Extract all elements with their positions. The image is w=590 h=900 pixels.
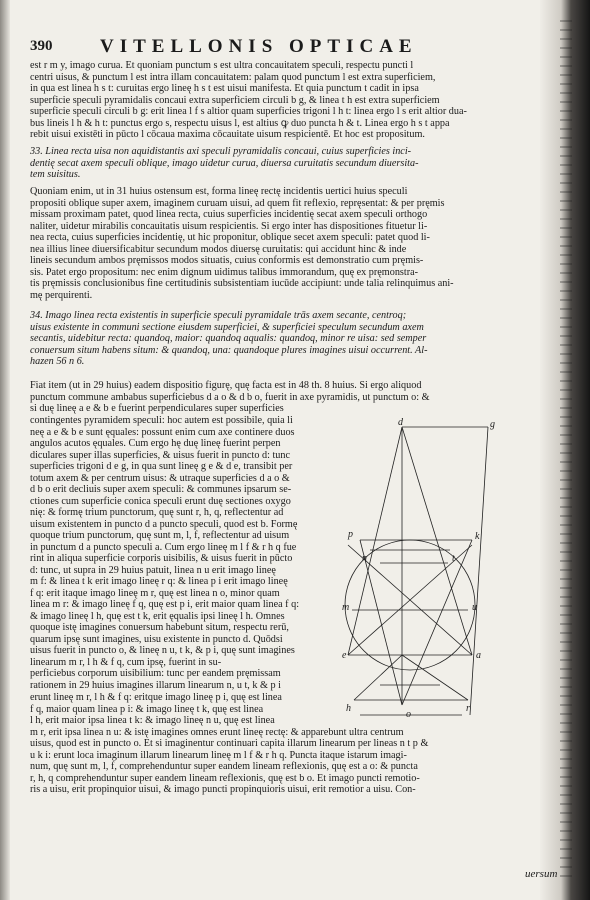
text-line: nię: & formę trium punctorum, quę sunt r, h, q, reflectentur ad — [30, 507, 284, 518]
text-line: quoque trium punctorum, quę sunt m, l, f, reflectentur ad uisum — [30, 530, 290, 541]
figure-label: u — [472, 602, 477, 613]
proposition-34 — [30, 310, 530, 368]
text-line: angulos acutos ęquales. Cum ergo hę duę lineę fuerint perpen — [30, 438, 281, 449]
text-line: uisus fuerit in puncto o, & lineę n u, t k, & p i, quę sunt imagines — [30, 645, 295, 656]
text-line: 33. Linea recta uisa non aquidistantis axi speculi pyramidalis concaui, cuius superficies inci- — [30, 146, 412, 157]
text-line: est r m y, imago curua. Et quoniam punctum s est ultra concauitatem speculi, respectu puncti l — [30, 60, 414, 71]
figure-label: k — [475, 531, 480, 542]
text-line: dentię secat axem speculi oblique, imago uidetur curua, diuersa curuitatis secundum diuersita- — [30, 157, 419, 169]
page-header — [30, 38, 545, 58]
text-line: ris a uisu, erit propinquior uisui, & imago puncti propinquioris uisui, erit remotior a uisu. Con- — [30, 784, 416, 795]
text-line: quoque istę imagines conuersum habebunt situm, respectu rerū, — [30, 622, 289, 633]
figure-label: p — [348, 529, 353, 540]
running-head: VITELLONIS OPTICAE — [100, 36, 418, 57]
text-line: superficies trigoni d e g, in qua sunt lineę g e & d e, transibit per — [30, 461, 293, 472]
figure-label: t — [452, 553, 455, 564]
figure-line — [470, 427, 488, 715]
text-line: erunt lineę m r, l h & f q: eritque imago lineę p i, quę est linea — [30, 692, 282, 703]
text-line: m r, erit ipsa linea n u: & istę imagines omnes erunt lineę rectę: & apparebunt ultra centrum — [30, 726, 404, 738]
text-line: uisum existentem in puncto d a puncto speculi, quod est b. Formę — [30, 518, 298, 530]
text-line: naliter, uidetur mirabilis concauitatis uisum respicientis. Si ergo inter has dispositiones fituetur li- — [30, 220, 428, 232]
text-line: uisus, quod est in puncto o. Et si imaginentur continuari capita illarum linearum per lineas n t p & — [30, 738, 429, 749]
text-line: nea illius linee diuersificabitur secundum modos diuersę curuitatis: qui accidunt hinc & inde — [30, 243, 407, 255]
text-line: rebit uisui existēti in pūcto l cōcaua maxima cōcauitate uisum respicientē. Et hoc est propositum. — [30, 129, 425, 140]
figure-label: e — [342, 650, 347, 661]
text-line: diculares super illas superficies, & uisus fuerit in puncto d: tunc — [30, 449, 291, 461]
text-line: r, h, q comprehenduntur super eandem lineam reflexionis, quę est b o. Et imago puncti remotio- — [30, 772, 420, 784]
figure-label: h — [346, 703, 351, 714]
text-line: linea m r: & imago lineę f q, quę est p i, erit maior quam linea f q: — [30, 599, 300, 610]
text-line: 34. Imago linea recta existentis in superficie speculi pyramidale trās axem secante, centroq; — [30, 310, 407, 321]
figure-line — [402, 540, 472, 705]
geometric-figure — [340, 415, 520, 740]
text-line: secantis, uidebitur recta: quandoq, maior: quandoq aqualis: quandoq, minor re uisa: sed semper — [30, 333, 427, 344]
text-line: conuersum situm habens situm: & quandoq, una: quandoque plures imagines uisui occurrent. Al- — [30, 344, 428, 356]
text-line: neę a e & b e sunt ęquales: possunt enim cum axe continere duos — [30, 426, 295, 438]
text-line: in punctum d a puncto speculi a. Cum ergo lineę m l f & r h q fue — [30, 541, 297, 553]
text-line: punctum commune ambabus superficiebus d a o & d b o, fuerit in axe pyramidis, ut punctum o: & — [30, 391, 430, 403]
figure-line — [402, 655, 468, 700]
figure-label: g — [490, 419, 495, 430]
catchword: uersum — [525, 868, 558, 880]
page-gutter-shadow — [0, 0, 10, 900]
text-line: num, quę sunt m, l, f, comprehenduntur super eandem lineam reflexionis, quę est a o: & puncta — [30, 761, 418, 772]
paragraph-block-2 — [30, 186, 530, 301]
text-line: l h, erit maior ipsa linea t k: & imago lineę n u, quę est linea — [30, 715, 275, 726]
text-line: m f: & linea t k erit imago lineę r q: & linea p i erit imago lineę — [30, 576, 288, 587]
text-line: & imago lineę l h, quę est t k, erit ęqualis ipsi lineę l h. Omnes — [30, 610, 285, 622]
figure-line — [402, 427, 472, 655]
text-line: nea recta, cuius superficies incidentię, ut hic proponitur, oblique secet axem speculi: patet quod li- — [30, 232, 430, 243]
text-line: quarum ipsę sunt imagines, uisu existente in puncto d. Quōdsi — [30, 633, 283, 645]
text-line: linearum m r, l h & f q, cum ipsę, fuerint in su- — [30, 656, 222, 668]
next-page-edge — [560, 20, 572, 880]
page-number: 390 — [30, 38, 53, 54]
text-line: superficie speculi circuli b g: erit linea l f s altior quam superficies trigoni l h t: linea ergo l s erit altior dua- — [30, 106, 467, 117]
text-line: ctiones cum superficie conica speculi erunt duę sectiones oxygo — [30, 495, 291, 507]
text-line: f q: erit itaque imago lineę m r, quę est linea n o, minor quam — [30, 587, 280, 599]
text-line: tem suisitus. — [30, 169, 81, 180]
paragraph-block-1 — [30, 60, 530, 141]
text-line: lineis secundum ambos pręmissos modos situatis, cuius conformis est demonstratio cum pręmis- — [30, 255, 424, 266]
text-line: perficiebus corporum uisibilium: tunc per eandem pręmissam — [30, 668, 281, 679]
text-line: hazen 56 n 6. — [30, 356, 85, 367]
proposition-33 — [30, 146, 530, 181]
text-line: rint in aliqua superficie corporis uisibilis, & uisus fuerit in pūcto — [30, 553, 293, 564]
figure-label: o — [406, 709, 411, 720]
text-line: si duę lineę a e & b e fuerint perpendiculares super superficies — [30, 403, 284, 414]
text-line: missam proximam patet, quod linea recta, cuius superficies incidentię secat axem speculi orthogo — [30, 209, 428, 220]
text-line: Fiat item (ut in 29 huius) eadem dispositio figurę, quę facta est in 48 th. 8 huius. Si ergo aliquod — [30, 380, 422, 391]
figure-line — [348, 427, 402, 655]
figure-label: n — [362, 553, 367, 564]
text-line: superficie speculi pyramidalis concaui extra superficiem circuli b g, & linea t h est extra superficiem — [30, 94, 440, 106]
text-line: d b o erit decliuis super axem speculi: & communes ipsarum se- — [30, 484, 292, 495]
figure-line — [360, 540, 402, 705]
text-line: in qua est linea h s t: curuitas ergo lineę h s t est uisui manifesta. Et quia punctum t cadit in ipsa — [30, 83, 419, 94]
figure-label: r — [466, 703, 470, 714]
text-line: sis. Patet ergo propositum: nec enim dignum uidimus talibus immorandum, quę ex pręmonstra- — [30, 266, 419, 278]
text-line: bus lineis l h & h t: punctus ergo s, respectu uisus l, est altius ꝙ duo puncta h & t. Linea ergo h s t appa — [30, 117, 450, 129]
page-edge-shadow — [540, 0, 590, 900]
text-line: contingentes pyramidem speculi: hoc autem est possibile, quia li — [30, 415, 293, 426]
text-line: totum axem & per centrum uisus: & utraque superficies d a o & — [30, 472, 290, 484]
text-line: Quoniam enim, ut in 31 huius ostensum est, forma lineę rectę incidentis uertici huius speculi — [30, 186, 408, 197]
figure-label: a — [476, 650, 481, 661]
text-line: mę perquirenti. — [30, 289, 93, 301]
figure-label: m — [342, 602, 350, 613]
text-line: centri uisus, & punctum l est intra illam concauitatem: palam quod punctum l est extra superficiem, — [30, 71, 436, 83]
text-line: d: tunc, ut supra in 29 huius patuit, linea n u erit imago lineę — [30, 564, 276, 576]
text-line: rationem in 29 huius imagines illarum linearum n, u t, k & p i — [30, 679, 281, 691]
paragraph-block-3 — [30, 380, 530, 415]
text-line: f q, maior quam linea p i: & imago lineę t k, quę est linea — [30, 703, 264, 715]
paragraph-block-4 — [30, 415, 335, 691]
text-line: uisus existente in communi sectione eiusdem superficiei, & superficiei speculum secundum axem — [30, 321, 424, 333]
text-line: tis pręmissis conclusionibus fine certitudinis subsistentiam iucūde accipiunt: unde talia relinquimus ani- — [30, 278, 454, 289]
figure-diagram — [340, 415, 520, 740]
text-line: u k i: erunt loca imaginum illarum linearum lineę m l f & r h q. Puncta itaque istarum imagi- — [30, 749, 407, 761]
text-line: propositi oblique super axem, imaginem curuam uisui, ad quem fit reflexio, repręsentat: & per pręmis — [30, 197, 445, 209]
figure-label: d — [398, 417, 403, 428]
